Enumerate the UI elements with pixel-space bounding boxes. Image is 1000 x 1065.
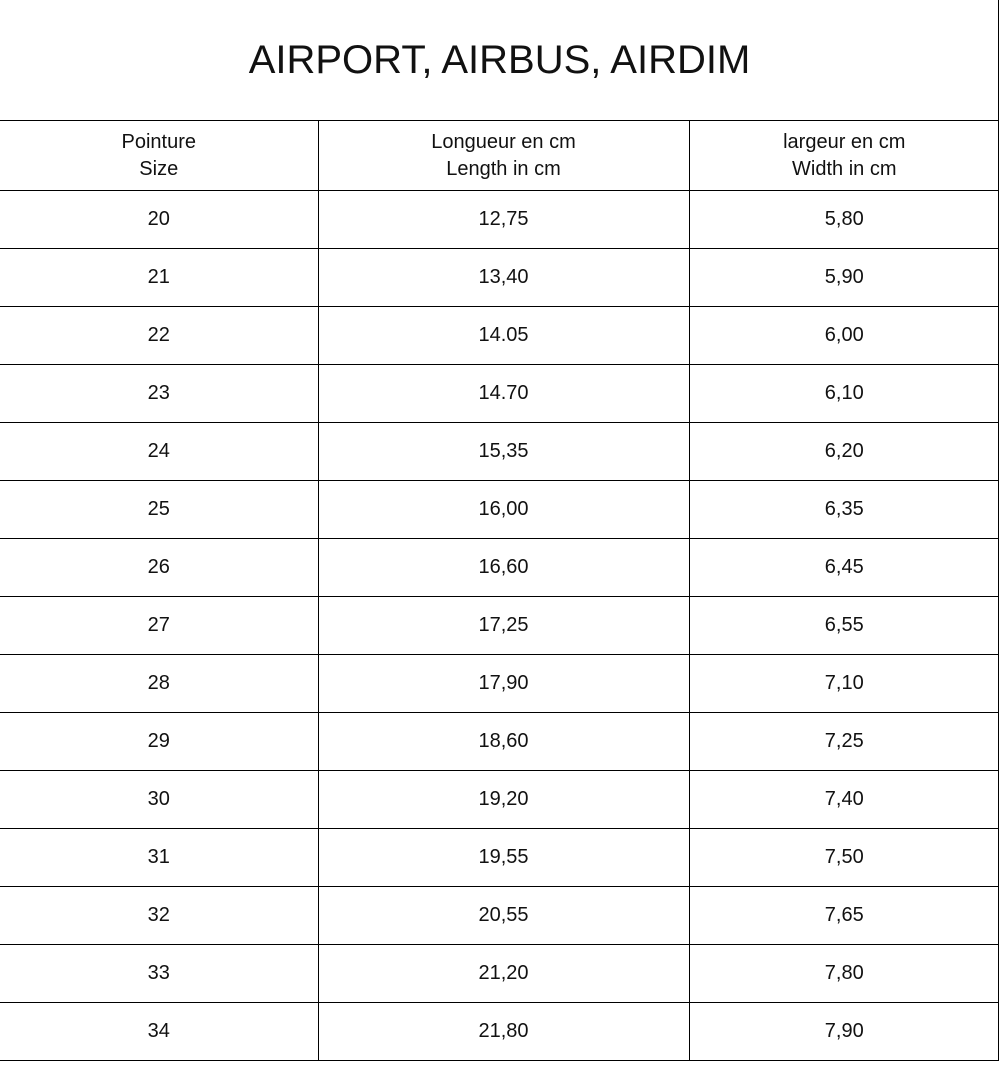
header-size-fr: Pointure <box>121 130 196 153</box>
table-row <box>0 945 999 1003</box>
header-width-fr: largeur en cm <box>783 130 906 153</box>
header-width-en: Width in cm <box>792 157 897 180</box>
table-row <box>0 597 999 655</box>
table-row <box>0 191 999 249</box>
header-row <box>0 121 999 191</box>
table-row <box>0 365 999 423</box>
size-cell: 25 <box>0 481 318 539</box>
table-row <box>0 829 999 887</box>
length-cell: 21,20 <box>318 945 689 1003</box>
table-row <box>0 713 999 771</box>
header-size <box>0 121 318 191</box>
table-row <box>0 655 999 713</box>
table-row <box>0 1003 999 1061</box>
table-row <box>0 887 999 945</box>
size-cell: 30 <box>0 771 318 829</box>
length-cell: 21,80 <box>318 1003 689 1061</box>
header-length <box>318 121 689 191</box>
size-cell: 24 <box>0 423 318 481</box>
length-cell: 16,60 <box>318 539 689 597</box>
length-cell: 16,00 <box>318 481 689 539</box>
size-cell: 22 <box>0 307 318 365</box>
size-cell: 28 <box>0 655 318 713</box>
width-cell: 6,55 <box>689 597 999 655</box>
length-cell: 17,25 <box>318 597 689 655</box>
table-row <box>0 771 999 829</box>
size-cell: 26 <box>0 539 318 597</box>
width-cell: 6,00 <box>689 307 999 365</box>
length-cell: 14.70 <box>318 365 689 423</box>
width-cell: 7,80 <box>689 945 999 1003</box>
width-cell: 7,50 <box>689 829 999 887</box>
width-cell: 5,90 <box>689 249 999 307</box>
width-cell: 6,20 <box>689 423 999 481</box>
width-cell: 7,90 <box>689 1003 999 1061</box>
width-cell: 7,10 <box>689 655 999 713</box>
width-cell: 7,40 <box>689 771 999 829</box>
length-cell: 20,55 <box>318 887 689 945</box>
width-cell: 7,65 <box>689 887 999 945</box>
table-row <box>0 539 999 597</box>
size-cell: 32 <box>0 887 318 945</box>
table-row <box>0 249 999 307</box>
length-cell: 12,75 <box>318 191 689 249</box>
width-cell: 5,80 <box>689 191 999 249</box>
length-cell: 19,55 <box>318 829 689 887</box>
size-table-header <box>0 121 999 191</box>
header-width <box>689 121 999 191</box>
length-cell: 13,40 <box>318 249 689 307</box>
length-cell: 15,35 <box>318 423 689 481</box>
size-cell: 20 <box>0 191 318 249</box>
size-cell: 31 <box>0 829 318 887</box>
table-row <box>0 481 999 539</box>
length-cell: 18,60 <box>318 713 689 771</box>
length-cell: 17,90 <box>318 655 689 713</box>
size-table-body <box>0 191 999 1061</box>
table-row <box>0 307 999 365</box>
width-cell: 6,45 <box>689 539 999 597</box>
page-title: AIRPORT, AIRBUS, AIRDIM <box>248 37 751 82</box>
header-length-en: Length in cm <box>446 157 561 180</box>
header-length-fr: Longueur en cm <box>431 130 576 153</box>
width-cell: 7,25 <box>689 713 999 771</box>
width-cell: 6,35 <box>689 481 999 539</box>
width-cell: 6,10 <box>689 365 999 423</box>
size-cell: 34 <box>0 1003 318 1061</box>
length-cell: 19,20 <box>318 771 689 829</box>
length-cell: 14.05 <box>318 307 689 365</box>
table-row <box>0 423 999 481</box>
size-table <box>0 120 999 1061</box>
header-size-en: Size <box>139 157 179 180</box>
size-cell: 23 <box>0 365 318 423</box>
size-cell: 29 <box>0 713 318 771</box>
size-cell: 27 <box>0 597 318 655</box>
size-cell: 33 <box>0 945 318 1003</box>
size-cell: 21 <box>0 249 318 307</box>
